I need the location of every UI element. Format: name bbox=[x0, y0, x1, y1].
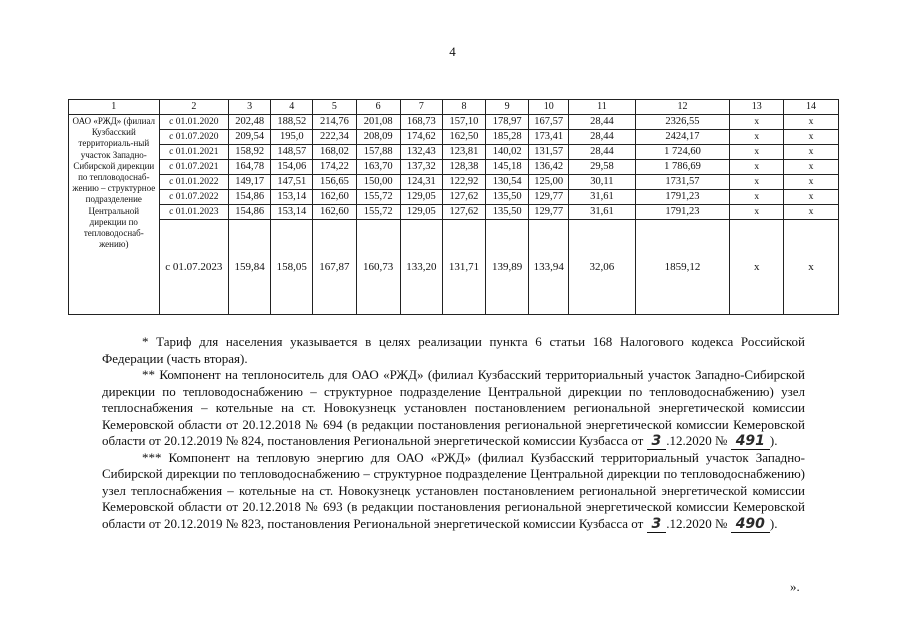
value-cell: 195,0 bbox=[271, 130, 313, 145]
period-cell: с 01.01.2021 bbox=[159, 145, 229, 160]
handwritten-number: 490 bbox=[731, 516, 770, 533]
value-cell: 1 724,60 bbox=[635, 145, 730, 160]
value-cell: 154,86 bbox=[229, 190, 271, 205]
footnotes bbox=[102, 334, 805, 532]
value-cell: 158,92 bbox=[229, 145, 271, 160]
value-cell: 157,10 bbox=[442, 115, 485, 130]
value-cell: 178,97 bbox=[486, 115, 529, 130]
value-cell: 125,00 bbox=[529, 175, 569, 190]
column-header: 14 bbox=[784, 100, 839, 115]
value-cell: 145,18 bbox=[486, 160, 529, 175]
value-cell: 155,72 bbox=[356, 205, 400, 220]
handwritten-number: 491 bbox=[731, 433, 770, 450]
value-cell: 148,57 bbox=[271, 145, 313, 160]
value-cell: 214,76 bbox=[313, 115, 356, 130]
table-row bbox=[69, 160, 839, 175]
value-cell: х bbox=[784, 160, 839, 175]
period-cell: с 01.01.2020 bbox=[159, 115, 229, 130]
value-cell: 133,20 bbox=[400, 220, 442, 315]
value-cell: х bbox=[784, 205, 839, 220]
column-header: 1 bbox=[69, 100, 160, 115]
value-cell: 137,32 bbox=[400, 160, 442, 175]
value-cell: 154,06 bbox=[271, 160, 313, 175]
value-cell: 31,61 bbox=[569, 205, 635, 220]
column-header: 5 bbox=[313, 100, 356, 115]
value-cell: 129,05 bbox=[400, 190, 442, 205]
footnote-3-text: *** Компонент на тепловую энергию для ОАО «РЖД» (филиал Кузбасский территориальный участок Западно-Сибирской дирекции по тепловодоснабжению – структурное подразделение Центральной дирекции по тепловодоснабжению) узел теплоснабжения – котельные на ст. Новокузнецк установлен постановлением региональной энергетической комиссии Кемеровской области от 20.12.2018 № 693 (в редакции постановления региональной энергетической комиссии Кемеровской области от 20.12.2019 № 823, постановления Региональной энергетической комиссии Кузбасса от bbox=[102, 449, 805, 531]
organization-cell: ОАО «РЖД» (филиал Кузбасский территориаль-ный участок Западно-Сибирской дирекции по тепловодоснаб-жению – структурное подразделение Центральной дирекции по тепловодоснаб-жению) bbox=[69, 115, 160, 315]
footnote-3-end: ). bbox=[769, 515, 778, 531]
period-cell: с 01.01.2023 bbox=[159, 205, 229, 220]
value-cell: х bbox=[730, 145, 784, 160]
column-header: 6 bbox=[356, 100, 400, 115]
value-cell: х bbox=[784, 115, 839, 130]
value-cell: 2424,17 bbox=[635, 130, 730, 145]
footnote-2-text: ** Компонент на теплоноситель для ОАО «РЖД» (филиал Кузбасский территориальный участок Западно-Сибирской дирекции по тепловодоснабжению – структурное подразделение Центральной дирекции по тепловодоснабжению) узел теплоснабжения – котельные на ст. Новокузнецк установлен постановлением региональной энергетической комиссии Кемеровской области от 20.12.2018 № 694 (в редакции постановления региональной энергетической комиссии Кемеровской области от 20.12.2019 № 824, постановления Региональной энергетической комиссии Кузбасса от bbox=[102, 367, 805, 448]
value-cell: 136,42 bbox=[529, 160, 569, 175]
value-cell: 150,00 bbox=[356, 175, 400, 190]
value-cell: 140,02 bbox=[486, 145, 529, 160]
table-row bbox=[69, 220, 839, 315]
footnote-2-date: .12.2020 № bbox=[666, 433, 731, 448]
value-cell: 130,54 bbox=[486, 175, 529, 190]
footnote-1: * Тариф для населения указывается в целях реализации пункта 6 статьи 168 Налогового кодекса Российской Федерации (часть вторая). bbox=[102, 334, 805, 366]
value-cell: 202,48 bbox=[229, 115, 271, 130]
footnote-2-end: ). bbox=[769, 433, 778, 448]
value-cell: х bbox=[784, 145, 839, 160]
value-cell: 28,44 bbox=[569, 115, 635, 130]
value-cell: х bbox=[784, 175, 839, 190]
column-header: 12 bbox=[635, 100, 730, 115]
value-cell: 128,38 bbox=[442, 160, 485, 175]
period-cell: с 01.07.2020 bbox=[159, 130, 229, 145]
value-cell: 133,94 bbox=[529, 220, 569, 315]
value-cell: 139,89 bbox=[486, 220, 529, 315]
value-cell: 162,60 bbox=[313, 205, 356, 220]
value-cell: 29,58 bbox=[569, 160, 635, 175]
period-cell: с 01.07.2023 bbox=[159, 220, 229, 315]
value-cell: 153,14 bbox=[271, 205, 313, 220]
column-header: 11 bbox=[569, 100, 635, 115]
value-cell: 129,77 bbox=[529, 205, 569, 220]
value-cell: 1731,57 bbox=[635, 175, 730, 190]
value-cell: 1 786,69 bbox=[635, 160, 730, 175]
value-cell: 168,02 bbox=[313, 145, 356, 160]
footnote-2 bbox=[102, 367, 805, 450]
value-cell: 174,22 bbox=[313, 160, 356, 175]
value-cell: 167,87 bbox=[313, 220, 356, 315]
footnote-3 bbox=[102, 450, 805, 533]
value-cell: 164,78 bbox=[229, 160, 271, 175]
period-cell: с 01.07.2022 bbox=[159, 190, 229, 205]
value-cell: 127,62 bbox=[442, 190, 485, 205]
value-cell: 32,06 bbox=[569, 220, 635, 315]
value-cell: 2326,55 bbox=[635, 115, 730, 130]
value-cell: 174,62 bbox=[400, 130, 442, 145]
column-header: 8 bbox=[442, 100, 485, 115]
closing-quote: ». bbox=[790, 579, 800, 594]
value-cell: 135,50 bbox=[486, 190, 529, 205]
period-cell: с 01.07.2021 bbox=[159, 160, 229, 175]
value-cell: 28,44 bbox=[569, 145, 635, 160]
value-cell: 157,88 bbox=[356, 145, 400, 160]
value-cell: 132,43 bbox=[400, 145, 442, 160]
column-header: 10 bbox=[529, 100, 569, 115]
handwritten-day: 3 bbox=[647, 433, 667, 450]
value-cell: 123,81 bbox=[442, 145, 485, 160]
column-header: 3 bbox=[229, 100, 271, 115]
value-cell: х bbox=[730, 220, 784, 315]
tariff-table bbox=[68, 99, 839, 315]
value-cell: 131,71 bbox=[442, 220, 485, 315]
page-number: 4 bbox=[449, 44, 456, 59]
value-cell: 209,54 bbox=[229, 130, 271, 145]
value-cell: 147,51 bbox=[271, 175, 313, 190]
column-header: 13 bbox=[730, 100, 784, 115]
value-cell: 155,72 bbox=[356, 190, 400, 205]
value-cell: 31,61 bbox=[569, 190, 635, 205]
value-cell: 129,77 bbox=[529, 190, 569, 205]
table-row bbox=[69, 145, 839, 160]
value-cell: 1791,23 bbox=[635, 190, 730, 205]
period-cell: с 01.01.2022 bbox=[159, 175, 229, 190]
column-header: 7 bbox=[400, 100, 442, 115]
value-cell: 154,86 bbox=[229, 205, 271, 220]
value-cell: 149,17 bbox=[229, 175, 271, 190]
value-cell: 1859,12 bbox=[635, 220, 730, 315]
value-cell: 168,73 bbox=[400, 115, 442, 130]
value-cell: 135,50 bbox=[486, 205, 529, 220]
value-cell: 131,57 bbox=[529, 145, 569, 160]
value-cell: 156,65 bbox=[313, 175, 356, 190]
handwritten-day: 3 bbox=[647, 516, 667, 533]
value-cell: х bbox=[730, 160, 784, 175]
value-cell: 163,70 bbox=[356, 160, 400, 175]
value-cell: 122,92 bbox=[442, 175, 485, 190]
value-cell: х bbox=[784, 130, 839, 145]
value-cell: 188,52 bbox=[271, 115, 313, 130]
value-cell: 167,57 bbox=[529, 115, 569, 130]
value-cell: х bbox=[730, 130, 784, 145]
value-cell: 127,62 bbox=[442, 205, 485, 220]
value-cell: х bbox=[730, 175, 784, 190]
value-cell: х bbox=[730, 205, 784, 220]
table-row bbox=[69, 190, 839, 205]
value-cell: 28,44 bbox=[569, 130, 635, 145]
value-cell: 201,08 bbox=[356, 115, 400, 130]
table-row bbox=[69, 205, 839, 220]
value-cell: 162,50 bbox=[442, 130, 485, 145]
table-header-row bbox=[69, 100, 839, 115]
value-cell: х bbox=[784, 220, 839, 315]
value-cell: 222,34 bbox=[313, 130, 356, 145]
value-cell: 30,11 bbox=[569, 175, 635, 190]
column-header: 2 bbox=[159, 100, 229, 115]
value-cell: 153,14 bbox=[271, 190, 313, 205]
footnote-3-date: .12.2020 № bbox=[666, 515, 731, 531]
value-cell: 160,73 bbox=[356, 220, 400, 315]
value-cell: 173,41 bbox=[529, 130, 569, 145]
value-cell: 162,60 bbox=[313, 190, 356, 205]
value-cell: 124,31 bbox=[400, 175, 442, 190]
value-cell: х bbox=[730, 115, 784, 130]
value-cell: 129,05 bbox=[400, 205, 442, 220]
column-header: 9 bbox=[486, 100, 529, 115]
column-header: 4 bbox=[271, 100, 313, 115]
table-row bbox=[69, 130, 839, 145]
value-cell: 208,09 bbox=[356, 130, 400, 145]
value-cell: 185,28 bbox=[486, 130, 529, 145]
table-row bbox=[69, 175, 839, 190]
value-cell: 158,05 bbox=[271, 220, 313, 315]
value-cell: х bbox=[784, 190, 839, 205]
value-cell: 1791,23 bbox=[635, 205, 730, 220]
value-cell: 159,84 bbox=[229, 220, 271, 315]
table-row bbox=[69, 115, 839, 130]
value-cell: х bbox=[730, 190, 784, 205]
